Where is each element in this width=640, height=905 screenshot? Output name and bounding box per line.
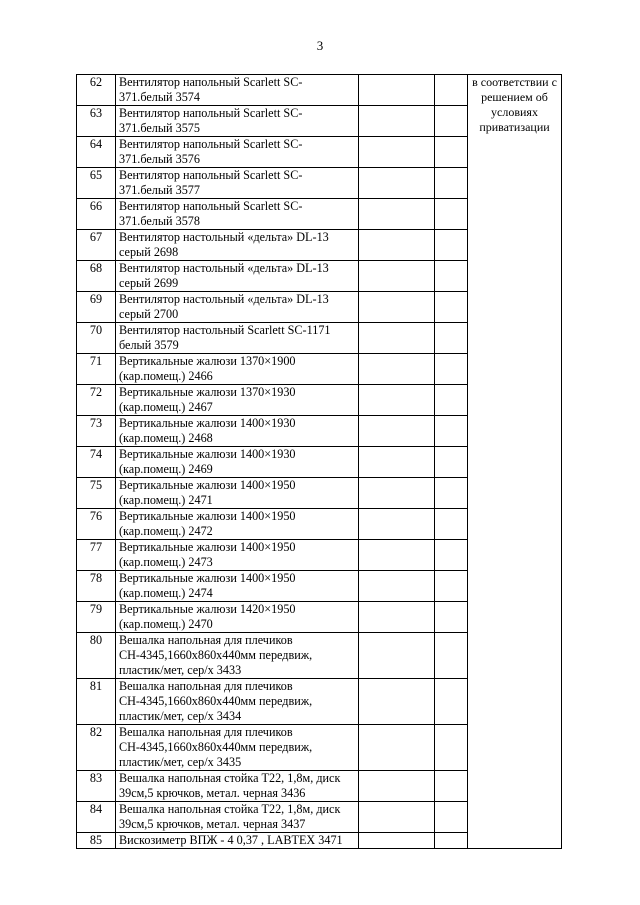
row-number: 85 (77, 833, 116, 849)
row-number: 71 (77, 354, 116, 385)
empty-cell (359, 261, 435, 292)
empty-cell (435, 633, 468, 679)
row-number: 79 (77, 602, 116, 633)
item-name: Вентилятор напольный Scarlett SC-371.белый 3577 (116, 168, 359, 199)
empty-cell (435, 478, 468, 509)
row-number: 67 (77, 230, 116, 261)
row-number: 70 (77, 323, 116, 354)
item-name: Вешалка напольная стойка Т22, 1,8м, диск 39см,5 крючков, метал. черная 3436 (116, 771, 359, 802)
row-number: 63 (77, 106, 116, 137)
empty-cell (359, 230, 435, 261)
row-number: 68 (77, 261, 116, 292)
item-name: Вискозиметр ВПЖ - 4 0,37 , LABTEX 3471 (116, 833, 359, 849)
empty-cell (359, 833, 435, 849)
item-name: Вертикальные жалюзи 1370×1930 (кар.помещ.) 2467 (116, 385, 359, 416)
row-number: 81 (77, 679, 116, 725)
empty-cell (359, 385, 435, 416)
item-name: Вентилятор настольный Scarlett SC-1171 белый 3579 (116, 323, 359, 354)
empty-cell (359, 323, 435, 354)
empty-cell (359, 168, 435, 199)
row-number: 76 (77, 509, 116, 540)
empty-cell (359, 354, 435, 385)
empty-cell (435, 385, 468, 416)
empty-cell (435, 571, 468, 602)
item-name: Вертикальные жалюзи 1400×1950 (кар.помещ.) 2471 (116, 478, 359, 509)
empty-cell (359, 771, 435, 802)
row-number: 84 (77, 802, 116, 833)
item-name: Вертикальные жалюзи 1400×1930 (кар.помещ.) 2469 (116, 447, 359, 478)
item-name: Вертикальные жалюзи 1400×1950 (кар.помещ.) 2474 (116, 571, 359, 602)
empty-cell (359, 725, 435, 771)
empty-cell (435, 509, 468, 540)
empty-cell (359, 106, 435, 137)
item-name: Вешалка напольная для плечиков СН-4345,1660х860х440мм передвиж, пластик/мет, сер/х 3433 (116, 633, 359, 679)
inventory-table (76, 74, 562, 849)
item-name: Вентилятор напольный Scarlett SC-371.белый 3578 (116, 199, 359, 230)
item-name: Вентилятор настольный «дельта» DL-13 серый 2699 (116, 261, 359, 292)
empty-cell (435, 106, 468, 137)
empty-cell (435, 540, 468, 571)
empty-cell (435, 354, 468, 385)
empty-cell (435, 168, 468, 199)
empty-cell (435, 292, 468, 323)
empty-cell (359, 75, 435, 106)
row-number: 66 (77, 199, 116, 230)
row-number: 78 (77, 571, 116, 602)
empty-cell (359, 447, 435, 478)
empty-cell (435, 323, 468, 354)
item-name: Вентилятор напольный Scarlett SC-371.белый 3574 (116, 75, 359, 106)
inventory-rows (77, 75, 562, 849)
row-number: 64 (77, 137, 116, 168)
empty-cell (435, 137, 468, 168)
empty-cell (435, 261, 468, 292)
row-number: 75 (77, 478, 116, 509)
empty-cell (359, 478, 435, 509)
item-name: Вешалка напольная стойка Т22, 1,8м, диск 39см,5 крючков, метал. черная 3437 (116, 802, 359, 833)
item-name: Вертикальные жалюзи 1400×1950 (кар.помещ.) 2473 (116, 540, 359, 571)
empty-cell (435, 833, 468, 849)
empty-cell (435, 771, 468, 802)
empty-cell (435, 75, 468, 106)
row-number: 83 (77, 771, 116, 802)
empty-cell (435, 725, 468, 771)
empty-cell (359, 602, 435, 633)
page-number: 3 (316, 38, 324, 53)
row-number: 62 (77, 75, 116, 106)
row-number: 74 (77, 447, 116, 478)
empty-cell (359, 292, 435, 323)
empty-cell (435, 802, 468, 833)
empty-cell (359, 633, 435, 679)
empty-cell (435, 416, 468, 447)
empty-cell (435, 602, 468, 633)
row-number: 80 (77, 633, 116, 679)
empty-cell (435, 447, 468, 478)
item-name: Вертикальные жалюзи 1420×1950 (кар.помещ.) 2470 (116, 602, 359, 633)
empty-cell (435, 679, 468, 725)
empty-cell (359, 571, 435, 602)
empty-cell (359, 540, 435, 571)
row-number: 72 (77, 385, 116, 416)
table-row (77, 75, 562, 106)
item-name: Вешалка напольная для плечиков СН-4345,1660х860х440мм передвиж, пластик/мет, сер/х 3434 (116, 679, 359, 725)
item-name: Вешалка напольная для плечиков СН-4345,1660х860х440мм передвиж, пластик/мет, сер/х 3435 (116, 725, 359, 771)
empty-cell (359, 509, 435, 540)
privatization-note: в соответствии с решением об условиях приватизации (468, 75, 562, 849)
row-number: 77 (77, 540, 116, 571)
item-name: Вертикальные жалюзи 1370×1900 (кар.помещ.) 2466 (116, 354, 359, 385)
empty-cell (435, 230, 468, 261)
item-name: Вентилятор напольный Scarlett SC-371.белый 3576 (116, 137, 359, 168)
item-name: Вентилятор настольный «дельта» DL-13 серый 2698 (116, 230, 359, 261)
item-name: Вертикальные жалюзи 1400×1950 (кар.помещ.) 2472 (116, 509, 359, 540)
empty-cell (359, 137, 435, 168)
item-name: Вертикальные жалюзи 1400×1930 (кар.помещ.) 2468 (116, 416, 359, 447)
item-name: Вентилятор настольный «дельта» DL-13 серый 2700 (116, 292, 359, 323)
item-name: Вентилятор напольный Scarlett SC-371.белый 3575 (116, 106, 359, 137)
empty-cell (359, 416, 435, 447)
row-number: 69 (77, 292, 116, 323)
empty-cell (359, 679, 435, 725)
row-number: 73 (77, 416, 116, 447)
row-number: 65 (77, 168, 116, 199)
empty-cell (359, 802, 435, 833)
empty-cell (359, 199, 435, 230)
empty-cell (435, 199, 468, 230)
row-number: 82 (77, 725, 116, 771)
